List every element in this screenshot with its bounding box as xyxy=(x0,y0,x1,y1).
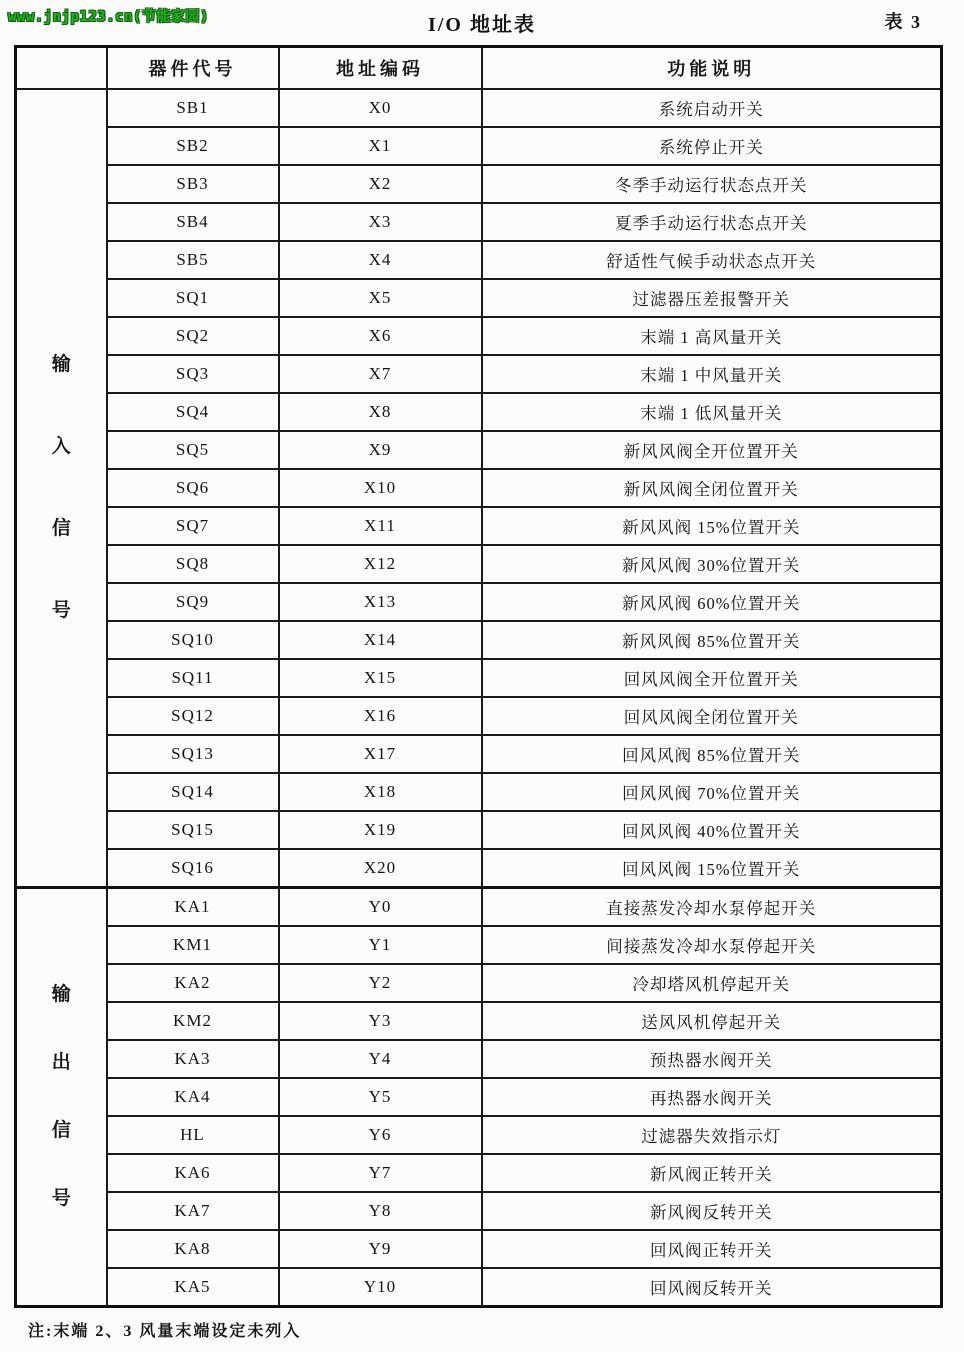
address-code-cell: X8 xyxy=(279,393,482,431)
table-row xyxy=(16,811,942,849)
vertical-label-char: 号 xyxy=(51,600,71,621)
vertical-label-char: 信 xyxy=(51,518,71,539)
function-description-cell: 末端 1 低风量开关 xyxy=(482,393,942,431)
table-row xyxy=(16,849,942,888)
table-row xyxy=(16,1268,942,1307)
column-header-function-description: 功能说明 xyxy=(482,47,942,90)
function-description-cell: 再热器水阀开关 xyxy=(482,1078,942,1116)
function-description-cell: 回风风阀 40%位置开关 xyxy=(482,811,942,849)
table-row xyxy=(16,89,942,127)
table-row xyxy=(16,697,942,735)
function-description-cell: 过滤器失效指示灯 xyxy=(482,1116,942,1154)
address-code-cell: X3 xyxy=(279,203,482,241)
device-code-cell: SB1 xyxy=(107,89,279,127)
function-description-cell: 回风阀正转开关 xyxy=(482,1230,942,1268)
table-row xyxy=(16,1154,942,1192)
function-description-cell: 回风风阀 85%位置开关 xyxy=(482,735,942,773)
table-row xyxy=(16,393,942,431)
function-description-cell: 夏季手动运行状态点开关 xyxy=(482,203,942,241)
address-code-cell: X0 xyxy=(279,89,482,127)
address-code-cell: Y2 xyxy=(279,964,482,1002)
device-code-cell: SQ4 xyxy=(107,393,279,431)
device-code-cell: KA1 xyxy=(107,888,279,927)
table-row xyxy=(16,583,942,621)
address-code-cell: X15 xyxy=(279,659,482,697)
function-description-cell: 回风风阀全开位置开关 xyxy=(482,659,942,697)
table-row xyxy=(16,1002,942,1040)
address-code-cell: X20 xyxy=(279,849,482,888)
page-title: I/O 地址表 xyxy=(428,14,536,36)
address-code-cell: X1 xyxy=(279,127,482,165)
device-code-cell: SQ12 xyxy=(107,697,279,735)
column-header-device-code: 器件代号 xyxy=(107,47,279,90)
function-description-cell: 直接蒸发冷却水泵停起开关 xyxy=(482,888,942,927)
function-description-cell: 新风风阀 85%位置开关 xyxy=(482,621,942,659)
table-row xyxy=(16,659,942,697)
vertical-label-char: 出 xyxy=(51,1052,71,1073)
table-number-label: 表 3 xyxy=(884,12,922,32)
function-description-cell: 预热器水阀开关 xyxy=(482,1040,942,1078)
device-code-cell: SQ7 xyxy=(107,507,279,545)
function-description-cell: 系统停止开关 xyxy=(482,127,942,165)
device-code-cell: SQ15 xyxy=(107,811,279,849)
function-description-cell: 冬季手动运行状态点开关 xyxy=(482,165,942,203)
footnote: 注:末端 2、3 风量末端设定未列入 xyxy=(28,1323,302,1340)
device-code-cell: SQ6 xyxy=(107,469,279,507)
address-code-cell: Y8 xyxy=(279,1192,482,1230)
device-code-cell: KA8 xyxy=(107,1230,279,1268)
vertical-label-char: 输 xyxy=(51,984,71,1005)
address-code-cell: X17 xyxy=(279,735,482,773)
function-description-cell: 新风风阀全开位置开关 xyxy=(482,431,942,469)
page-header xyxy=(0,0,964,45)
address-code-cell: Y4 xyxy=(279,1040,482,1078)
table-row xyxy=(16,964,942,1002)
table-row xyxy=(16,1078,942,1116)
device-code-cell: SQ3 xyxy=(107,355,279,393)
device-code-cell: SQ2 xyxy=(107,317,279,355)
function-description-cell: 新风风阀 60%位置开关 xyxy=(482,583,942,621)
device-code-cell: SQ13 xyxy=(107,735,279,773)
vertical-label-char: 入 xyxy=(51,436,71,457)
column-header-address-code: 地址编码 xyxy=(279,47,482,90)
address-code-cell: Y9 xyxy=(279,1230,482,1268)
address-code-cell: X5 xyxy=(279,279,482,317)
function-description-cell: 回风阀反转开关 xyxy=(482,1268,942,1307)
device-code-cell: SB2 xyxy=(107,127,279,165)
table-row xyxy=(16,1230,942,1268)
table-row xyxy=(16,735,942,773)
device-code-cell: KA6 xyxy=(107,1154,279,1192)
table-row xyxy=(16,621,942,659)
function-description-cell: 末端 1 高风量开关 xyxy=(482,317,942,355)
table-row xyxy=(16,469,942,507)
function-description-cell: 系统启动开关 xyxy=(482,89,942,127)
address-code-cell: X9 xyxy=(279,431,482,469)
function-description-cell: 过滤器压差报警开关 xyxy=(482,279,942,317)
table-row xyxy=(16,317,942,355)
address-code-cell: Y7 xyxy=(279,1154,482,1192)
function-description-cell: 回风风阀全闭位置开关 xyxy=(482,697,942,735)
table-row xyxy=(16,165,942,203)
address-code-cell: X19 xyxy=(279,811,482,849)
address-code-cell: X10 xyxy=(279,469,482,507)
table-row xyxy=(16,241,942,279)
device-code-cell: SQ8 xyxy=(107,545,279,583)
table-row xyxy=(16,888,942,927)
address-code-cell: Y10 xyxy=(279,1268,482,1307)
site-watermark: www.jnjp123.cn(节能家园) xyxy=(8,9,209,25)
table-header-row xyxy=(16,47,942,90)
function-description-cell: 新风风阀 15%位置开关 xyxy=(482,507,942,545)
table-row xyxy=(16,127,942,165)
table-body xyxy=(16,89,942,1307)
vertical-label xyxy=(17,889,106,1305)
signal-group-label xyxy=(16,888,107,1307)
table-row xyxy=(16,203,942,241)
device-code-cell: SQ9 xyxy=(107,583,279,621)
device-code-cell: SQ10 xyxy=(107,621,279,659)
function-description-cell: 舒适性气候手动状态点开关 xyxy=(482,241,942,279)
device-code-cell: KA7 xyxy=(107,1192,279,1230)
function-description-cell: 新风风阀 30%位置开关 xyxy=(482,545,942,583)
device-code-cell: KA4 xyxy=(107,1078,279,1116)
table-row xyxy=(16,507,942,545)
device-code-cell: SB5 xyxy=(107,241,279,279)
address-code-cell: X13 xyxy=(279,583,482,621)
device-code-cell: KA3 xyxy=(107,1040,279,1078)
function-description-cell: 间接蒸发冷却水泵停起开关 xyxy=(482,926,942,964)
vertical-label-char: 号 xyxy=(51,1188,71,1209)
table-row xyxy=(16,1192,942,1230)
device-code-cell: SB3 xyxy=(107,165,279,203)
function-description-cell: 回风风阀 70%位置开关 xyxy=(482,773,942,811)
address-code-cell: Y5 xyxy=(279,1078,482,1116)
device-code-cell: SQ11 xyxy=(107,659,279,697)
function-description-cell: 新风阀反转开关 xyxy=(482,1192,942,1230)
address-code-cell: X2 xyxy=(279,165,482,203)
table-row xyxy=(16,355,942,393)
address-code-cell: X7 xyxy=(279,355,482,393)
vertical-label-char: 输 xyxy=(51,354,71,375)
function-description-cell: 末端 1 中风量开关 xyxy=(482,355,942,393)
device-code-cell: HL xyxy=(107,1116,279,1154)
device-code-cell: KM2 xyxy=(107,1002,279,1040)
device-code-cell: KM1 xyxy=(107,926,279,964)
io-address-table xyxy=(14,45,943,1308)
vertical-label xyxy=(17,90,106,886)
device-code-cell: SQ14 xyxy=(107,773,279,811)
table-row xyxy=(16,926,942,964)
function-description-cell: 新风阀正转开关 xyxy=(482,1154,942,1192)
table-row xyxy=(16,431,942,469)
address-code-cell: Y0 xyxy=(279,888,482,927)
vertical-label-char: 信 xyxy=(51,1120,71,1141)
address-code-cell: Y6 xyxy=(279,1116,482,1154)
table-row xyxy=(16,1116,942,1154)
table-row xyxy=(16,279,942,317)
device-code-cell: SB4 xyxy=(107,203,279,241)
address-code-cell: X4 xyxy=(279,241,482,279)
address-code-cell: X16 xyxy=(279,697,482,735)
device-code-cell: KA2 xyxy=(107,964,279,1002)
address-code-cell: X14 xyxy=(279,621,482,659)
corner-header-cell xyxy=(16,47,107,90)
address-code-cell: Y1 xyxy=(279,926,482,964)
address-code-cell: X6 xyxy=(279,317,482,355)
signal-group-label xyxy=(16,89,107,888)
function-description-cell: 新风风阀全闭位置开关 xyxy=(482,469,942,507)
address-code-cell: X11 xyxy=(279,507,482,545)
function-description-cell: 送风风机停起开关 xyxy=(482,1002,942,1040)
device-code-cell: SQ16 xyxy=(107,849,279,888)
device-code-cell: KA5 xyxy=(107,1268,279,1307)
table-row xyxy=(16,773,942,811)
function-description-cell: 冷却塔风机停起开关 xyxy=(482,964,942,1002)
device-code-cell: SQ5 xyxy=(107,431,279,469)
address-code-cell: X18 xyxy=(279,773,482,811)
address-code-cell: X12 xyxy=(279,545,482,583)
address-code-cell: Y3 xyxy=(279,1002,482,1040)
table-row xyxy=(16,545,942,583)
function-description-cell: 回风风阀 15%位置开关 xyxy=(482,849,942,888)
device-code-cell: SQ1 xyxy=(107,279,279,317)
table-row xyxy=(16,1040,942,1078)
